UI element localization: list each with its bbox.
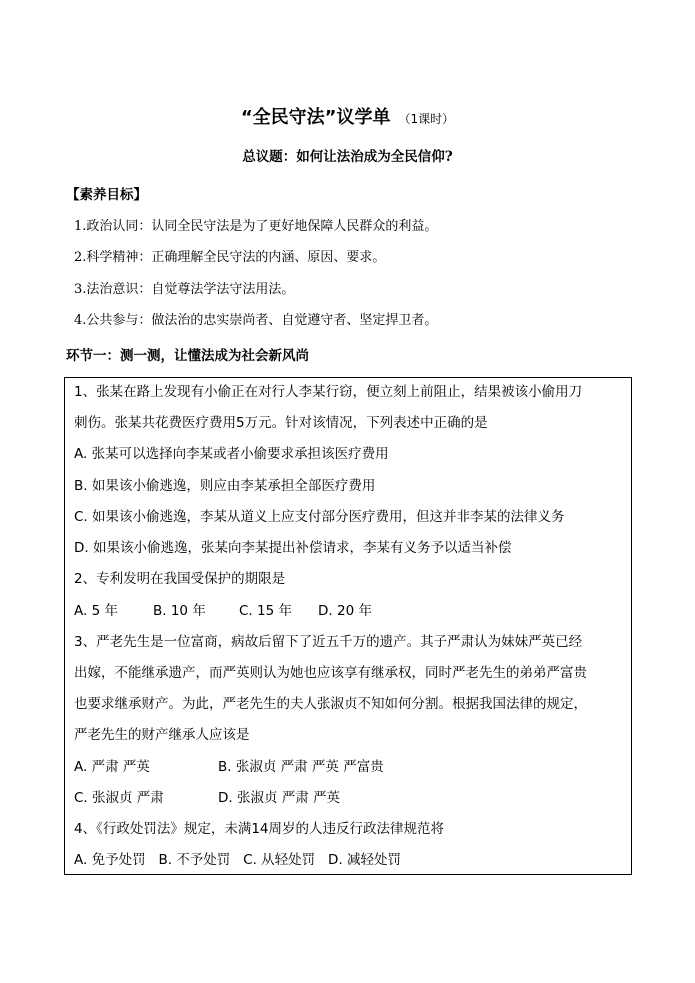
q1-option-b: B. 如果该小偷逃逸，则应由李某承担全部医疗费用 xyxy=(74,478,376,494)
goals-heading: 【素养目标】 xyxy=(66,187,147,203)
q3-option-a: A. 严肃 严英 xyxy=(74,759,150,775)
title-main: “全民守法”议学单 xyxy=(240,107,391,128)
document-title xyxy=(0,106,695,131)
goal-item-3: 3.法治意识：自觉尊法学法守法用法。 xyxy=(74,282,295,297)
q2-option-b: B. 10 年 xyxy=(153,603,206,619)
q2-option-a: A. 5 年 xyxy=(74,603,118,619)
q1-stem-line2: 刺伤。张某共花费医疗费用5万元。针对该情况，下列表述中正确的是 xyxy=(74,415,488,431)
q4-options: A. 免予处罚 B. 不予处罚 C. 从轻处罚 D. 减轻处罚 xyxy=(74,852,402,868)
q1-stem-line1: 1、张某在路上发现有小偷正在对行人李某行窃，便立刻上前阻止，结果被该小偷用刀 xyxy=(74,384,583,400)
overall-topic: 总议题：如何让法治成为全民信仰? xyxy=(242,149,453,165)
q1-option-d: D. 如果该小偷逃逸，张某向李某提出补偿请求，李某有义务予以适当补偿 xyxy=(74,540,512,556)
q3-option-b: B. 张淑贞 严肃 严英 严富贵 xyxy=(218,759,384,775)
q4-stem: 4、《行政处罚法》规定，未满14周岁的人违反行政法律规范将 xyxy=(74,821,445,837)
q2-stem: 2、专利发明在我国受保护的期限是 xyxy=(74,571,286,587)
q3-stem-line3: 也要求继承财产。为此，严老先生的夫人张淑贞不知如何分割。根据我国法律的规定， xyxy=(74,696,587,712)
q3-stem-line4: 严老先生的财产继承人应该是 xyxy=(74,727,250,743)
q3-option-c: C. 张淑贞 严肃 xyxy=(74,790,164,806)
goal-item-4: 4.公共参与：做法治的忠实崇尚者、自觉遵守者、坚定捍卫者。 xyxy=(74,313,438,328)
q3-stem-line2: 出嫁，不能继承遗产，而严英则认为她也应该享有继承权，同时严老先生的弟弟严富贵 xyxy=(74,665,587,681)
section1-heading: 环节一：测一测，让懂法成为社会新风尚 xyxy=(66,348,309,364)
q2-option-c: C. 15 年 xyxy=(239,603,292,619)
q3-option-d: D. 张淑贞 严肃 严英 xyxy=(218,790,341,806)
q3-stem-line1: 3、严老先生是一位富商，病故后留下了近五千万的遗产。其子严肃认为妹妹严英已经 xyxy=(74,634,583,650)
q2-option-d: D. 20 年 xyxy=(318,603,372,619)
title-hours: （1课时） xyxy=(398,112,455,126)
goal-item-1: 1.政治认同：认同全民守法是为了更好地保障人民群众的利益。 xyxy=(74,219,438,234)
goal-item-2: 2.科学精神：正确理解全民守法的内涵、原因、要求。 xyxy=(74,250,386,265)
q1-option-a: A. 张某可以选择向李某或者小偷要求承担该医疗费用 xyxy=(74,446,389,462)
q1-option-c: C. 如果该小偷逃逸，李某从道义上应支付部分医疗费用，但这并非李某的法律义务 xyxy=(74,509,565,525)
